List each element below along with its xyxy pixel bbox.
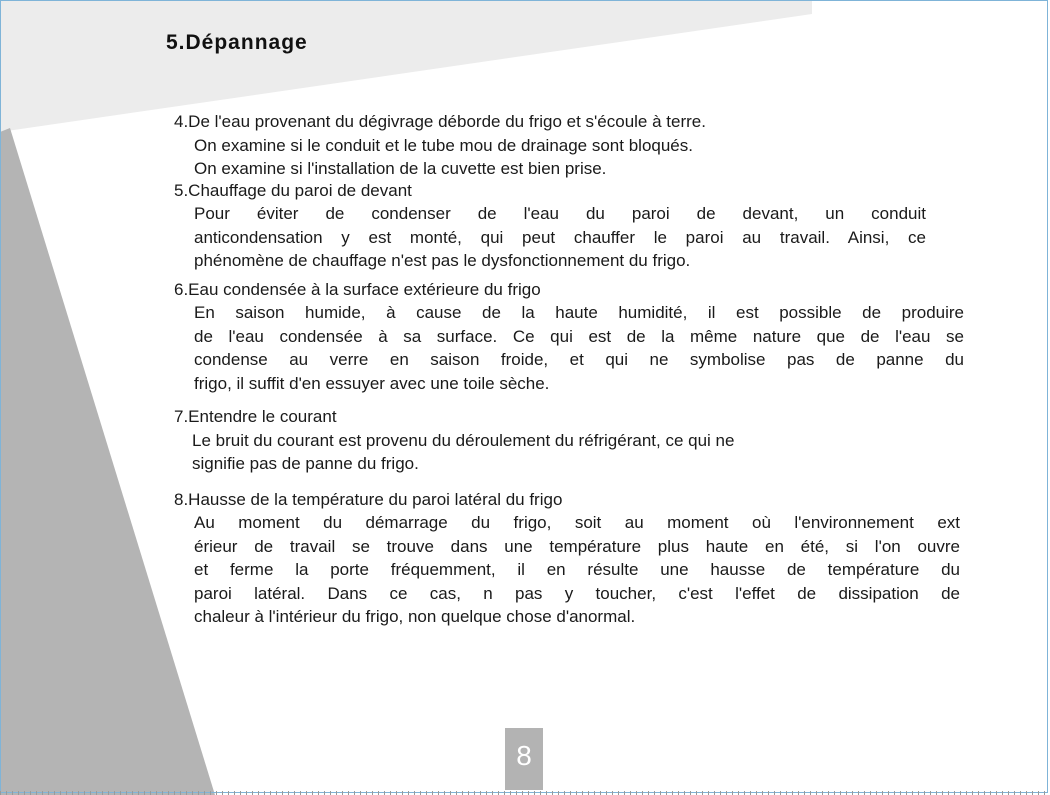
body-line: On examine si l'installation de la cuvette est bien prise. [194,159,607,178]
section-7 [174,405,964,476]
body-line: signifie pas de panne du frigo. [192,454,419,473]
section-heading: 6.Eau condensée à la surface extérieure du frigo [174,279,541,299]
body-line: En saison humide, à cause de la haute humidité, il est possible de produire [194,303,964,322]
section-4 [174,110,964,181]
section-body [174,511,960,629]
section-8 [174,488,964,629]
body-line: et ferme la porte fréquemment, il en résulte une hausse de température du [194,560,960,579]
body-line: frigo, il suffit d'en essuyer avec une toile sèche. [194,373,550,393]
body-line: condense au verre en saison froide, et qui ne symbolise pas de panne du [194,350,964,369]
body-line: chaleur à l'intérieur du frigo, non quelque chose d'anormal. [194,607,636,626]
body-line: On examine si le conduit et le tube mou de drainage sont bloqués. [194,135,693,155]
bottom-ruler [0,791,1050,795]
body-line: Pour éviter de condenser de l'eau du paroi de devant, un conduit [194,204,926,223]
section-body [174,429,964,476]
body-line: phénomène de chauffage n'est pas le dysfonctionnement du frigo. [194,251,691,270]
section-heading: 4.De l'eau provenant du dégivrage déborde du frigo et s'écoule à terre. [174,112,706,131]
page-title: 5.Dépannage [166,31,308,54]
page-number: 8 [505,728,543,790]
section-body [174,134,964,181]
body-line: Au moment du démarrage du frigo, soit au moment où l'environnement ext [194,513,960,532]
section-heading: 5.Chauffage du paroi de devant [174,180,412,200]
troubleshooting-content [174,110,964,629]
section-6 [174,278,964,396]
section-heading: 7.Entendre le courant [174,407,337,426]
body-line: anticondensation y est monté, qui peut chauffer le paroi au travail. Ainsi, ce [194,227,926,247]
section-heading: 8.Hausse de la température du paroi latéral du frigo [174,489,563,509]
body-line: paroi latéral. Dans ce cas, n pas y toucher, c'est l'effet de dissipation de [194,583,960,603]
section-body [174,301,964,395]
body-line: de l'eau condensée à sa surface. Ce qui est de la même nature que de l'eau se [194,326,964,346]
section-5 [174,179,964,273]
body-line: érieur de travail se trouve dans une température plus haute en été, si l'on ouvre [194,536,960,556]
body-line: Le bruit du courant est provenu du déroulement du réfrigérant, ce qui ne [192,430,735,450]
section-body [174,202,926,273]
